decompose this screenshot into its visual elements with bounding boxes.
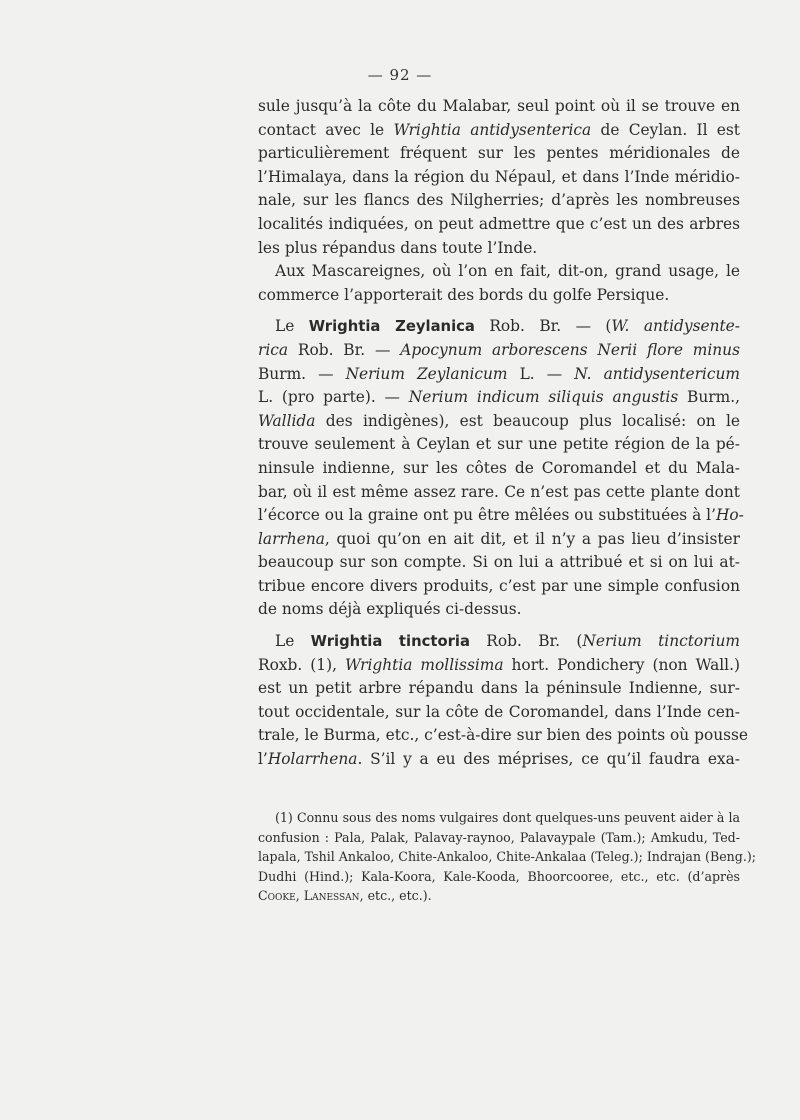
text-line: l’Himalaya, dans la région du Népaul, et dans l’Inde méridio- — [258, 167, 740, 186]
text-line: tribue encore divers produits, c’est par une simple confusion — [258, 576, 740, 595]
text-line: sule jusqu’à la côte du Malabar, seul point où il se trouve en — [258, 97, 740, 115]
text-line: Le Wrightia tinctoria Rob. Br. (Nerium tinctorium — [275, 632, 740, 651]
footnote-line: Dudhi (Hind.); Kala-Koora, Kale-Kooda, Bhoorcooree, etc., etc. (d’après — [258, 868, 740, 884]
text-line: bar, où il est même assez rare. Ce n’est pas cette plante dont — [258, 482, 740, 501]
text-line: les plus répandus dans toute l’Inde. — [258, 238, 538, 257]
footnote-line: confusion : Pala, Palak, Palavay-raynoo, Palavaypale (Tam.); Amkudu, Ted- — [258, 829, 740, 845]
text-line: l’écorce ou la graine ont pu être mêlées ou substituées à l’Ho- — [258, 506, 744, 525]
species-heading: Wrightia Zeylanica — [308, 318, 475, 336]
text-line: Le Wrightia Zeylanica Rob. Br. — (W. antidysente- — [275, 317, 740, 336]
text-line: commerce l’apporterait des bords du golfe Persique. — [258, 285, 670, 304]
text-line: Roxb. (1), Wrightia mollissima hort. Pondichery (non Wall.) — [258, 655, 740, 674]
text-line: Wallida des indigènes), est beaucoup plus localisé: on le — [258, 411, 740, 430]
text-line: localités indiquées, on peut admettre que c’est un des arbres — [258, 214, 740, 233]
text-line: trouve seulement à Ceylan et sur une petite région de la pé- — [258, 435, 740, 454]
text-line: beaucoup sur son compte. Si on lui a attribué et si on lui at- — [258, 553, 740, 572]
text-line: ninsule indienne, sur les côtes de Coromandel et du Mala- — [258, 458, 740, 477]
text-line: contact avec le Wrightia antidysenterica de Ceylan. Il est — [258, 120, 740, 139]
text-line: L. (pro parte). — Nerium indicum siliquis angustis Burm., — [258, 388, 741, 407]
footnote-line: lapala, Tshil Ankaloo, Chite-Ankaloo, Chite-Ankalaa (Teleg.); Indrajan (Beng.); — [258, 849, 756, 864]
text-line: nale, sur les flancs des Nilgherries; d’après les nombreuses — [258, 191, 740, 210]
footnote — [258, 808, 756, 906]
footnote-line: Cooke, Lanessan, etc., etc.). — [258, 888, 432, 903]
text-line: Aux Mascareignes, où l’on en fait, dit-on, grand usage, le — [275, 262, 740, 281]
text-line: particulièrement fréquent sur les pentes méridionales de — [258, 144, 740, 163]
species-heading: Wrightia tinctoria — [310, 633, 470, 651]
text-line: est un petit arbre répandu dans la péninsule Indienne, sur- — [258, 679, 740, 698]
footnote-line: (1) Connu sous des noms vulgaires dont quelques-uns peuvent aider à la — [275, 810, 740, 825]
text-line: trale, le Burma, etc., c’est-à-dire sur bien des points où pousse — [258, 726, 749, 745]
footnote-ref: (1), — [302, 655, 345, 674]
text-line: rica Rob. Br. — Apocynum arborescens Nerii flore minus — [258, 340, 740, 359]
species-name: Wrightia antidysenterica — [393, 120, 592, 139]
text-line: tout occidentale, sur la côte de Coromandel, dans l’Inde cen- — [258, 702, 740, 721]
text-line: l’Holarrhena. S’il y a eu des méprises, ce qu’il faudra exa- — [258, 750, 740, 769]
page-number: — 92 — — [367, 66, 433, 84]
main-text — [258, 95, 749, 772]
text-line: larrhena, quoi qu’on en ait dit, et il n’y a pas lieu d’insister — [258, 529, 740, 548]
text-line: de noms déjà expliqués ci-dessus. — [258, 600, 522, 619]
text-line: Burm. — Nerium Zeylanicum L. — N. antidysentericum — [258, 364, 740, 383]
